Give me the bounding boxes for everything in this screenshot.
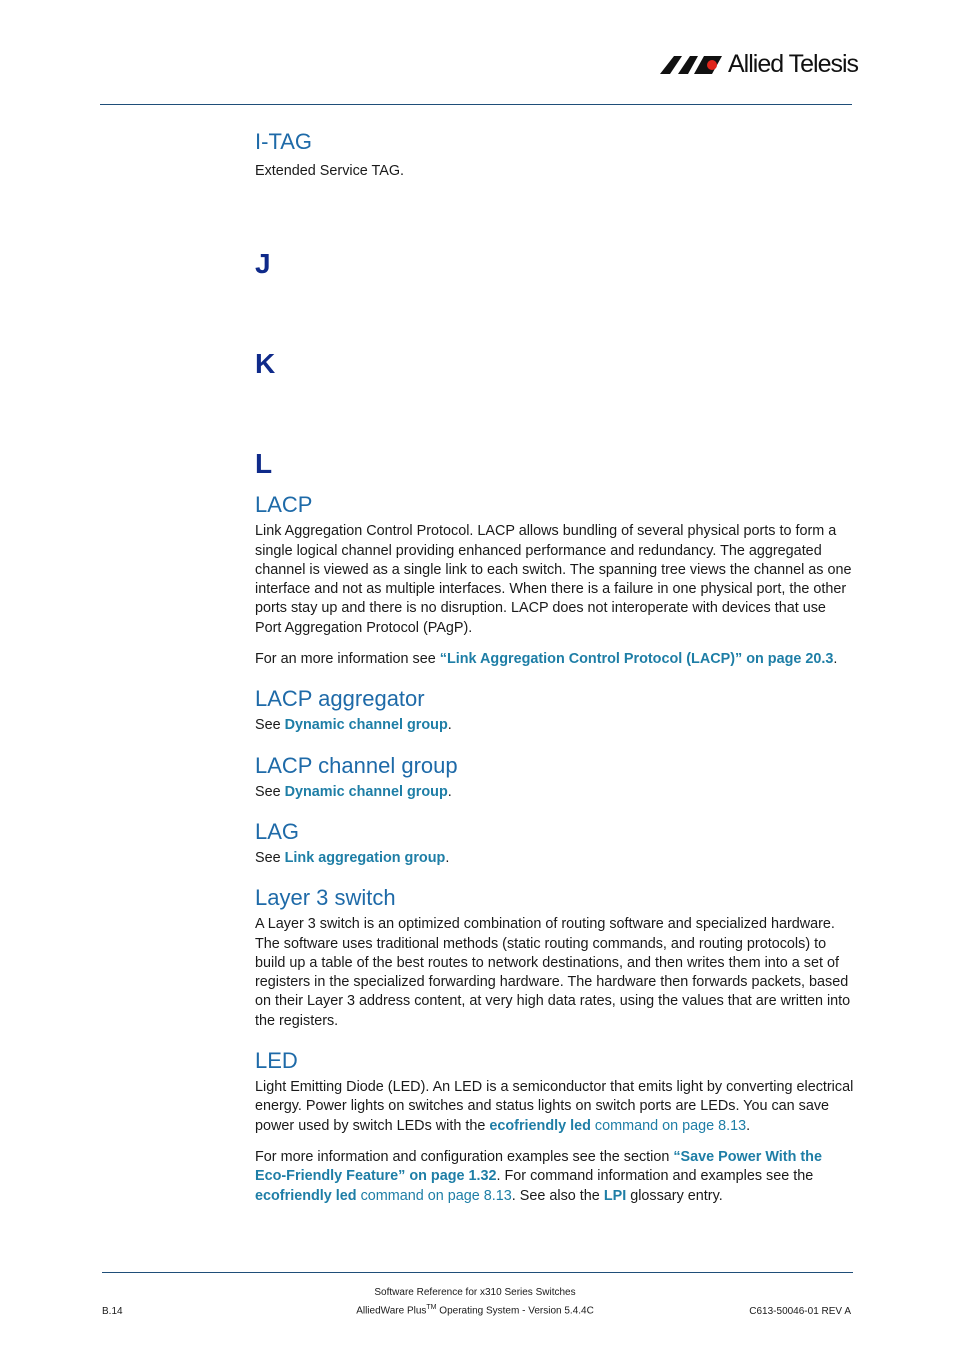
term-led-para1 xyxy=(255,1078,855,1136)
lacp-reference-link[interactable]: “Link Aggregation Control Protocol (LACP)” on page 20.3 xyxy=(439,651,834,668)
command-page-link[interactable]: command on page 8.13 xyxy=(590,1117,747,1134)
text: glossary entry. xyxy=(626,1187,723,1204)
footer-rule xyxy=(102,1272,853,1273)
term-lacp-aggregator-title: LACP aggregator xyxy=(255,686,425,712)
text: AlliedWare Plus xyxy=(356,1305,427,1317)
document-id: C613-50046-01 REV A xyxy=(749,1306,851,1317)
footer-title: Software Reference for x310 Series Switches xyxy=(374,1287,576,1298)
text: . See also the xyxy=(511,1187,604,1204)
page-number: B.14 xyxy=(102,1306,123,1317)
term-layer3-text: A Layer 3 switch is an optimized combination of routing software and specialized hardware. The software uses traditional methods (static routing commands, and routing protocols) to build up a table of the best routes to network destinations, and then writes them into a set of registers in the specialized forwarding hardware. The hardware then forwards packets, based on their Layer 3 address content, at very high data rates, using the values that are written into the registers. xyxy=(255,916,851,1029)
text: . xyxy=(445,849,450,866)
logo-mark-icon xyxy=(660,50,726,76)
dynamic-channel-group-link[interactable]: Dynamic channel group xyxy=(284,717,448,734)
term-lag-text xyxy=(255,849,855,868)
text: . xyxy=(746,1117,751,1134)
term-lag-title: LAG xyxy=(255,818,300,844)
text: See xyxy=(255,717,285,734)
text: Operating System - Version 5.4.4C xyxy=(436,1305,594,1317)
trademark: TM xyxy=(426,1304,437,1311)
allied-telesis-logo xyxy=(660,50,859,80)
footer-version xyxy=(300,1304,650,1316)
glossary-content xyxy=(255,128,855,1206)
link-aggregation-group-link[interactable]: Link aggregation group xyxy=(284,849,446,866)
letter-k: K xyxy=(255,348,276,380)
command-page-link[interactable]: command on page 8.13 xyxy=(356,1187,512,1204)
term-lacp-title: LACP xyxy=(255,492,313,518)
save-power-section-link[interactable]: “Save Power With the Eco-Friendly Feature” on page 1.32 xyxy=(255,1148,822,1185)
text: . xyxy=(447,717,452,734)
text: Light Emitting Diode (LED). An LED is a semiconductor that emits light by converting electrical energy. Power lights on switches and status lights on switch ports are LEDs. You can save power used by switch LEDs with the xyxy=(255,1079,854,1134)
term-led-para2 xyxy=(255,1148,855,1206)
term-led-title: LED xyxy=(255,1048,298,1074)
text: . xyxy=(447,783,452,800)
lpi-link[interactable]: LPI xyxy=(603,1187,627,1204)
text: See xyxy=(255,849,285,866)
header-rule xyxy=(100,104,852,105)
term-lacp-para2 xyxy=(255,650,855,669)
term-layer3-title: Layer 3 switch xyxy=(255,885,396,911)
text: . For command information and examples see the xyxy=(496,1168,814,1185)
brand-name: Allied Telesis xyxy=(728,50,859,78)
term-lacp-para1: Link Aggregation Control Protocol. LACP allows bundling of several physical ports to form a single logical channel providing enhanced performance and redundancy. The aggregated channel is viewed as a single link to each switch. The spanning tree views the channel as one interface and not as multiple interfaces. When there is a failure in one physical port, the other ports stay up and there is no disruption. LACP does not interoperate with devices that use Port Aggregation Protocol (PAgP). xyxy=(255,523,852,636)
term-lacp-channel-group-text xyxy=(255,783,855,802)
term-itag-text: Extended Service TAG. xyxy=(255,163,405,179)
letter-l: L xyxy=(255,448,273,480)
letter-j: J xyxy=(255,248,271,280)
term-lacp-aggregator-text xyxy=(255,716,855,735)
text: See xyxy=(255,783,285,800)
term-itag-title: I-TAG xyxy=(255,129,313,154)
ecofriendly-led-link[interactable]: ecofriendly led xyxy=(489,1117,591,1134)
ecofriendly-led-link[interactable]: ecofriendly led xyxy=(255,1187,357,1204)
text: For more information and configuration examples see the section xyxy=(255,1148,674,1165)
text: . xyxy=(833,651,838,668)
dynamic-channel-group-link[interactable]: Dynamic channel group xyxy=(284,783,448,800)
text: For an more information see xyxy=(255,651,440,668)
term-lacp-channel-group-title: LACP channel group xyxy=(255,752,458,778)
